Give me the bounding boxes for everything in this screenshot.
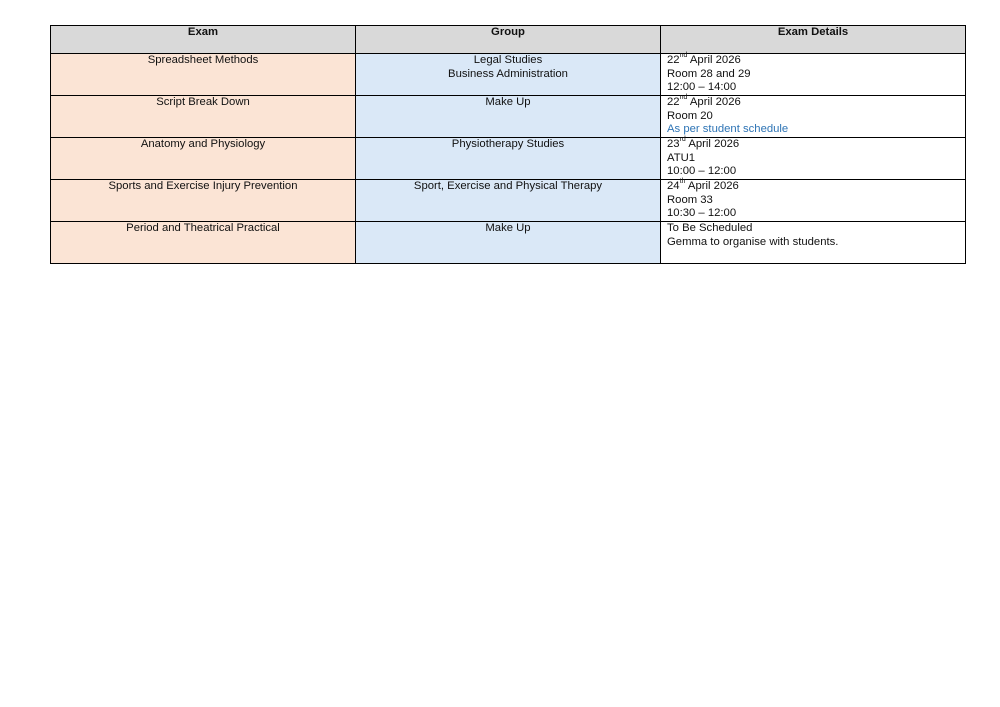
exam-date-suffix: nd: [679, 52, 688, 60]
group-name: Physiotherapy Studies: [451, 138, 565, 150]
exam-name-cell: [51, 180, 356, 222]
table-row: [51, 222, 966, 264]
exam-date-rest: April 2026: [687, 96, 741, 108]
exam-date: [667, 180, 959, 194]
exam-date: [667, 54, 959, 68]
exam-date-day: 24: [667, 180, 680, 192]
exam-date-suffix: th: [679, 178, 686, 186]
exam-details-cell: [661, 138, 966, 180]
exam-date-rest: April 2026: [687, 54, 741, 66]
header-exam: Exam: [51, 26, 356, 54]
table-header-row: [51, 26, 966, 54]
exam-details-cell: [661, 222, 966, 264]
student-schedule-link[interactable]: As per student schedule: [667, 123, 789, 136]
exam-date-suffix: rd: [679, 136, 686, 144]
exam-time: 10:30 – 12:00: [667, 207, 737, 220]
table-row: [51, 180, 966, 222]
group-cell: [356, 96, 661, 138]
table-row: [51, 54, 966, 96]
exam-room: Room 33: [667, 193, 713, 206]
group-name: Business Administration: [448, 67, 568, 80]
exam-date: [667, 138, 959, 152]
exam-room: Room 28 and 29: [667, 67, 751, 80]
exam-date-suffix: nd: [679, 94, 688, 102]
exam-date-day: 23: [667, 138, 680, 150]
exam-details-cell: [661, 180, 966, 222]
exam-name-cell: [51, 96, 356, 138]
group-cell: [356, 180, 661, 222]
group-name: Make Up: [485, 96, 531, 108]
header-exam-details: Exam Details: [661, 26, 966, 54]
group-cell: [356, 54, 661, 96]
exam-name-cell: [51, 54, 356, 96]
exam-note: Gemma to organise with students.: [667, 235, 839, 248]
exam-name: Script Break Down: [156, 96, 250, 108]
exam-details-cell: [661, 54, 966, 96]
exam-name-cell: [51, 138, 356, 180]
group-name: Sport, Exercise and Physical Therapy: [413, 180, 603, 192]
table-row: [51, 96, 966, 138]
exam-room: ATU1: [667, 151, 696, 164]
table-row: [51, 138, 966, 180]
group-cell: [356, 222, 661, 264]
group-name: Make Up: [485, 222, 531, 234]
exam-date-day: 22: [667, 54, 680, 66]
exam-date-day: 22: [667, 96, 680, 108]
exam-status: To Be Scheduled: [667, 222, 753, 234]
exam-details-cell: [661, 96, 966, 138]
exam-name: Sports and Exercise Injury Prevention: [108, 180, 298, 192]
exam-name-cell: [51, 222, 356, 264]
exam-room: Room 20: [667, 109, 713, 122]
header-group: Group: [356, 26, 661, 54]
exam-date-rest: April 2026: [685, 138, 740, 150]
group-name: Legal Studies: [473, 54, 543, 66]
group-cell: [356, 138, 661, 180]
exam-name: Period and Theatrical Practical: [126, 222, 280, 234]
exam-schedule-table: [50, 25, 966, 264]
exam-date-rest: April 2026: [685, 180, 739, 192]
exam-name: Spreadsheet Methods: [147, 54, 259, 66]
exam-name: Anatomy and Physiology: [140, 138, 266, 150]
exam-time: 10:00 – 12:00: [667, 165, 737, 178]
exam-date: [667, 96, 959, 110]
exam-time: 12:00 – 14:00: [667, 81, 737, 94]
